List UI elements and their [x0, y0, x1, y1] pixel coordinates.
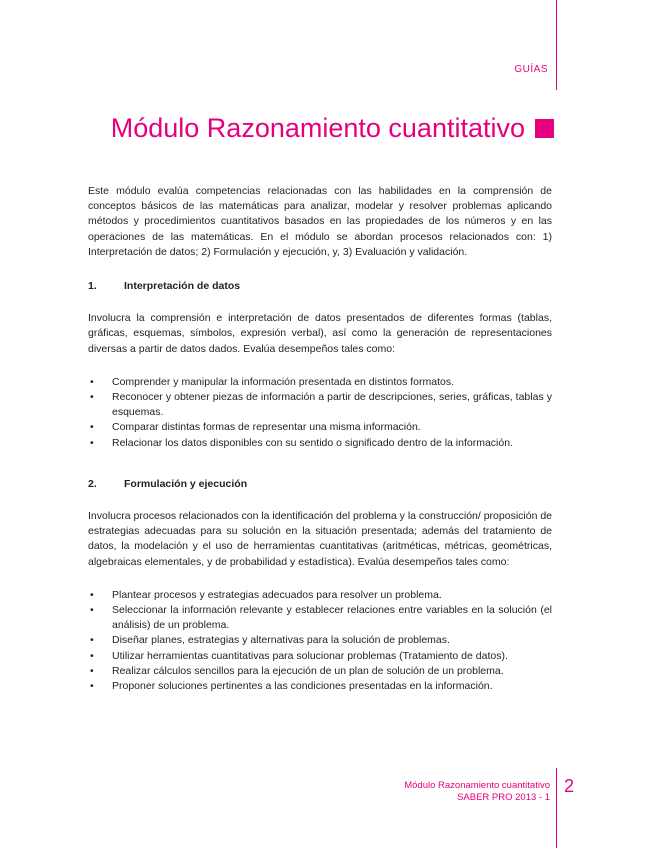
footer-exam-name: SABER PRO 2013 - 1: [457, 792, 550, 803]
list-item: • Realizar cálculos sencillos para la ejecución de un plan de solución de un problema.: [88, 664, 552, 679]
page-title: Módulo Razonamiento cuantitativo: [110, 113, 525, 143]
section-label: GUÍAS: [514, 64, 548, 75]
title-square-icon: [535, 119, 554, 138]
list-item: • Reconocer y obtener piezas de información a partir de descripciones, series, gráficas, tablas y esquemas.: [88, 390, 552, 420]
bullet-list: [88, 375, 552, 451]
list-item: • Comprender y manipular la información presentada en distintos formatos.: [88, 375, 552, 390]
header-vertical-rule: [556, 0, 557, 90]
list-item: • Proponer soluciones pertinentes a las condiciones presentadas en la información.: [88, 679, 552, 694]
list-item: • Relacionar los datos disponibles con su sentido o significado dentro de la información.: [88, 436, 552, 451]
list-item: • Seleccionar la información relevante y establecer relaciones entre variables en la solución (el análisis) de un problema.: [88, 603, 552, 633]
list-item: • Comparar distintas formas de representar una misma información.: [88, 420, 552, 435]
section-heading: [88, 477, 552, 492]
section-heading: [88, 279, 552, 294]
list-item: • Utilizar herramientas cuantitativas para solucionar problemas (Tratamiento de datos).: [88, 649, 552, 664]
title-row: [111, 113, 554, 144]
section-title: Interpretación de datos: [124, 280, 241, 293]
section-number: 1.: [88, 280, 97, 293]
intro-paragraph: Este módulo evalúa competencias relacionadas con las habilidades en la comprensión de conceptos básicos de las matemáticas para analizar, modelar y resolver problemas aplicando métodos y procedimientos cuantitativos basados en las propiedades de los números y en las operaciones de las matemáticas. En el módulo se abordan procesos relacionados con: 1) Interpretación de datos; 2) Formulación y ejecución, y, 3) Evaluación y validación.: [88, 185, 552, 258]
page-number: 2: [564, 776, 575, 796]
section-interpretacion: [88, 279, 552, 451]
bullet-list: [88, 588, 552, 694]
section-paragraph: Involucra procesos relacionados con la identificación del problema y la construcción/ proposición de estrategias adecuadas para su solución en la situación presentada; además del tratamiento de datos, la modelación y el uso de herramientas cuantitativas (aritméticas, métricas, geométricas, algebraicas elementales, y de probabilidad y estadística). Evalúa desempeños tales como:: [88, 510, 553, 568]
list-item: • Diseñar planes, estrategias y alternativas para la solución de problemas.: [88, 633, 552, 648]
section-number: 2.: [88, 477, 97, 490]
page-footer: [404, 780, 550, 804]
section-paragraph: Involucra la comprensión e interpretación de datos presentados de diferentes formas (tablas, gráficas, esquemas, símbolos, expresión verbal), así como la generación de representaciones diversas a partir de datos dados. Evalúa desempeños tales como:: [88, 312, 552, 355]
footer-module-name: Módulo Razonamiento cuantitativo: [404, 780, 550, 791]
section-formulacion: [88, 477, 552, 694]
list-item: • Plantear procesos y estrategias adecuados para resolver un problema.: [88, 588, 552, 603]
document-body: [88, 184, 552, 694]
footer-vertical-rule: [556, 768, 557, 848]
section-title: Formulación y ejecución: [124, 477, 248, 490]
